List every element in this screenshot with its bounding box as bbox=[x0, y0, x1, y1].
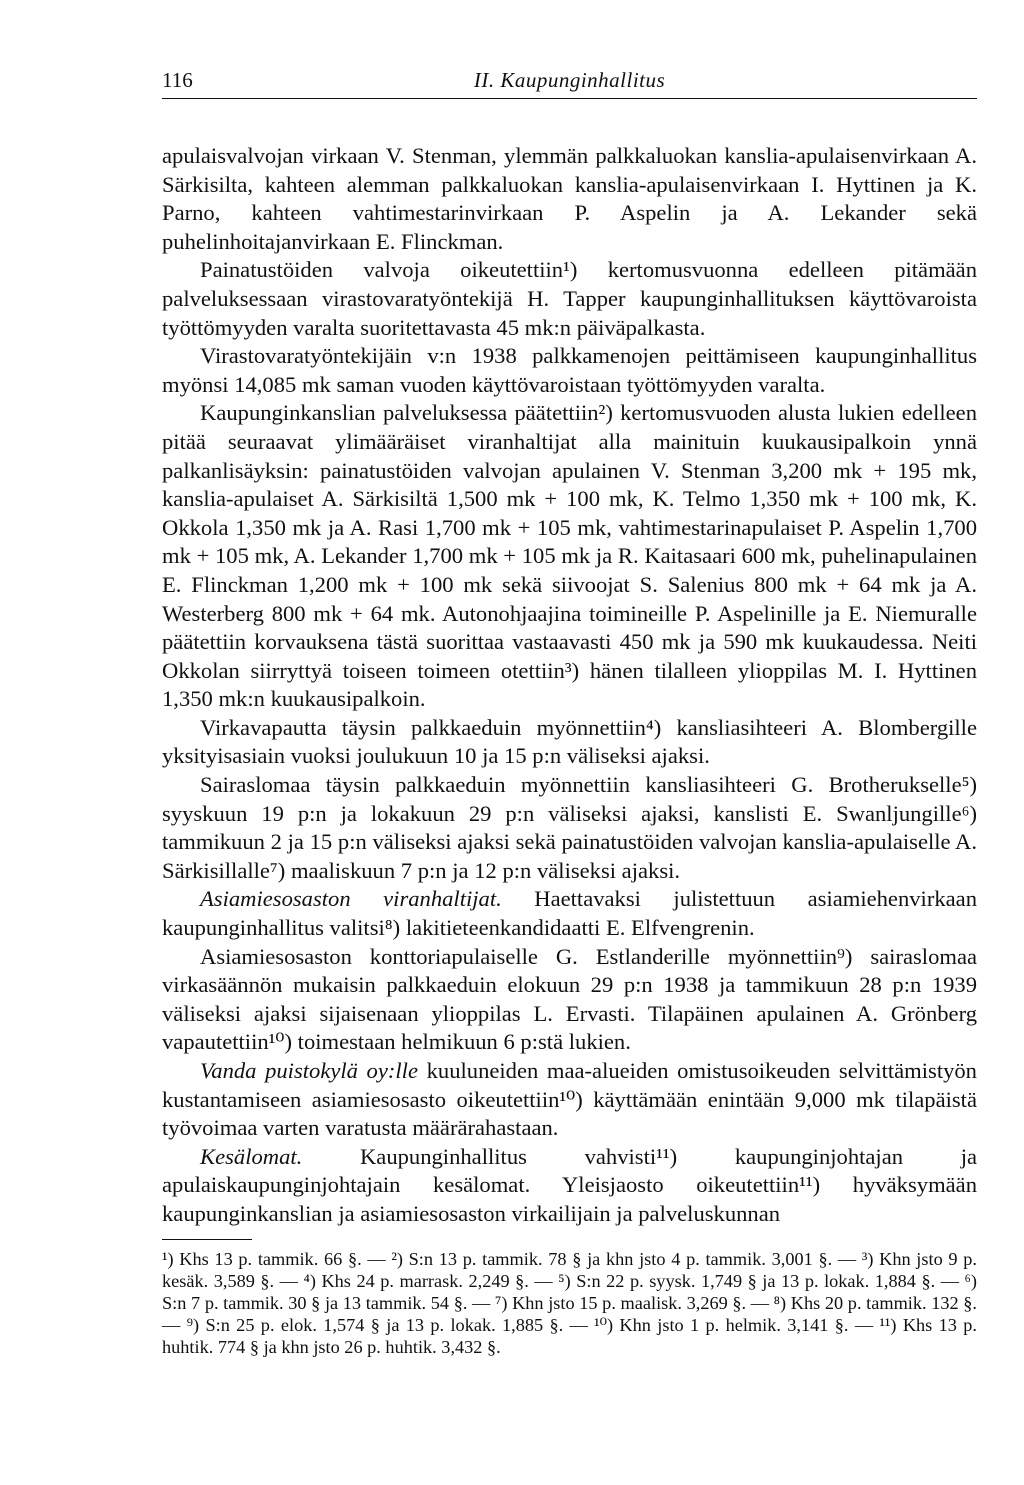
paragraph: Virkavapautta täysin palkkaeduin myönnettiin⁴) kansliasihteeri A. Blombergille yksityisasiain vuoksi joulukuun 10 ja 15 p:n väliseksi ajaksi. bbox=[162, 714, 977, 769]
paragraph: Kaupunginkanslian palveluksessa päätettiin²) kertomusvuoden alusta lukien edelleen pitää seuraavat ylimääräiset viranhaltijat alla mainituin kuukausipalkoin ynnä palkanlisäyksin: painatustöiden valvojan apulainen V. Stenman 3,200 mk + 195 mk, kanslia-apulaiset A. Särkisiltä 1,500 mk + 100 mk, K. Telmo 1,350 mk + 100 mk, K. Okkola 1,350 mk ja A. Rasi 1,700 mk + 105 mk, vahtimestarinapulaiset P. Aspelin 1,700 mk + 105 mk, A. Lekander 1,700 mk + 105 mk ja R. Kaitasaari 600 mk, puhelinapulainen E. Flinckman 1,200 mk + 100 mk sekä siivoojat S. Salenius 800 mk + 64 mk ja A. Westerberg 800 mk + 64 mk. Autonohjaajina toimineille P. Aspelinille ja E. Niemuralle päätettiin korvauksena tästä suorittaa vastaavasti 450 mk ja 590 mk kuukaudessa. Neiti Okkolan siirryttyä toiseen toimeen otettiin³) hänen tilalleen ylioppilas M. I. Hyttinen 1,350 mk:n kuukausipalkoin. bbox=[162, 400, 977, 712]
paragraph: Asiamiesosaston viranhaltijat. Haettavaksi julistettuun asiamiehenvirkaan kaupunginhallitus valitsi⁸) lakitieteenkandidaatti E. Elfvengrenin. bbox=[162, 886, 977, 941]
document-page bbox=[162, 58, 977, 1359]
footnotes bbox=[162, 1248, 977, 1359]
paragraph: Sairaslomaa täysin palkkaeduin myönnettiin kansliasihteeri G. Brotherukselle⁵) syyskuun 19 p:n ja lokakuun 29 p:n väliseksi ajaksi, kanslisti E. Swanljungille⁶) tammikuun 2 ja 15 p:n väliseksi ajaksi sekä painatustöiden valvojan kanslia-apulaiselle A. Särkisillalle⁷) maaliskuun 7 p:n ja 12 p:n väliseksi ajaksi. bbox=[162, 772, 977, 883]
page-number: 116 bbox=[162, 68, 193, 92]
section-lead: Vanda puistokylä oy:lle bbox=[200, 1058, 418, 1083]
paragraph: Kesälomat. Kaupunginhallitus vahvisti¹¹) kaupunginjohtajan ja apulaiskaupunginjohtajain kesälomat. Yleisjaosto oikeutettiin¹¹) hyväksymään kaupunginkanslian ja asiamiesosaston virkailijain ja palveluskunnan bbox=[162, 1143, 977, 1226]
paragraph: Painatustöiden valvoja oikeutettiin¹) kertomusvuonna edelleen pitämään palveluksessaan virastovaratyöntekijä H. Tapper kaupunginhallituksen käyttövaroista työttömyyden varalta suoritettavasta 45 mk:n päiväpalkasta. bbox=[162, 257, 977, 340]
footnote-divider bbox=[162, 1239, 252, 1240]
paragraph: apulaisvalvojan virkaan V. Stenman, ylemmän palkkaluokan kanslia-apulaisenvirkaan A. Särkisilta, kahteen alemman palkkaluokan kanslia-apulaisenvirkaan I. Hyttinen ja K. Parno, kahteen vahtimestarinvirkaan P. Aspelin ja A. Lekander sekä puhelinhoitajanvirkaan E. Flinckman. bbox=[162, 143, 977, 254]
section-lead: Asiamiesosaston viranhaltijat. bbox=[200, 886, 502, 912]
paragraph: Virastovaratyöntekijäin v:n 1938 palkkamenojen peittämiseen kaupunginhallitus myönsi 14,085 mk saman vuoden käyttövaroistaan työttömyyden varalta. bbox=[162, 343, 977, 397]
section-lead: Kesälomat. bbox=[200, 1143, 303, 1169]
body-text bbox=[162, 142, 977, 1229]
paragraph: Asiamiesosaston konttoriapulaiselle G. Estlanderille myönnettiin⁹) sairaslomaa virkasäännön mukaisin palkkaeduin elokuun 29 p:n 1938 ja tammikuun 28 p:n 1939 väliseksi ajaksi sijaisenaan ylioppilas L. Ervasti. Tilapäinen apulainen A. Grönberg vapautettiin¹⁰) toimestaan helmikuun 6 p:stä lukien. bbox=[162, 943, 977, 1055]
page-header bbox=[162, 58, 977, 99]
footnote-text: ¹) Khs 13 p. tammik. 66 §. — ²) S:n 13 p. tammik. 78 § ja khn jsto 4 p. tammik. 3,001 §. — ³) Khn jsto 9 p. kesäk. 3,589 §. — ⁴) Khs 24 p. marrask. 2,249 §. — ⁵) S:n 22 p. syysk. 1,749 § ja 13 p. lokak. 1,884 §. — ⁶) S:n 7 p. tammik. 30 § ja 13 tammik. 54 §. — ⁷) Khn jsto 15 p. maalisk. 3,269 §. — ⁸) Khs 20 p. tammik. 132 §. — ⁹) S:n 25 p. elok. 1,574 § ja 13 p. lokak. 1,885 §. — ¹⁰) Khn jsto 1 p. helmik. 3,141 §. — ¹¹) Khs 13 p. huhtik. 774 § ja khn jsto 26 p. huhtik. 3,432 §. bbox=[162, 1248, 977, 1358]
paragraph: Vanda puistokylä oy:lle kuuluneiden maa-alueiden omistusoikeuden selvittämistyön kustantamiseen asiamiesosasto oikeutettiin¹⁰) käyttämään enintään 9,000 mk tilapäistä työvoimaa varten varatusta määrärahastaan. bbox=[162, 1058, 977, 1141]
running-title: II. Kaupunginhallitus bbox=[473, 68, 666, 92]
